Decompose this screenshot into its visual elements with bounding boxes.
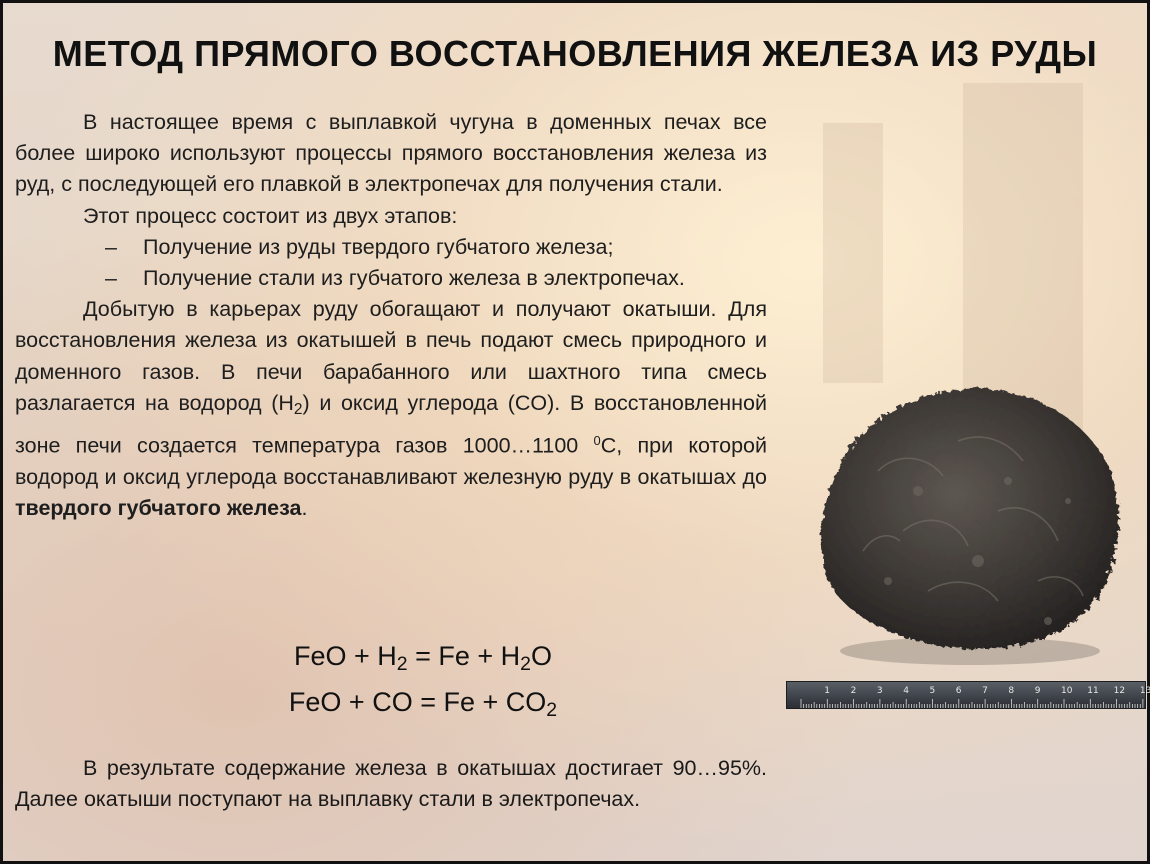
stages-intro: Этот процесс состоит из двух этапов:: [83, 203, 458, 228]
ruler-label: 1: [824, 686, 831, 696]
list-item: – Получение из руды твердого губчатого железа;: [105, 234, 614, 259]
result-paragraph: В результате содержание железа в окатышах достигает 90…95%. Далее окатыши поступают на выплавку стали в электропечах.: [15, 756, 767, 812]
ruler-label: 7: [982, 686, 988, 696]
ruler-label: 5: [929, 686, 936, 696]
formula-1: FeO + $H_2 = Fe + H_2O$: [294, 641, 552, 675]
stages-list: [15, 232, 767, 294]
list-item: – Получение стали из губчатого железа в электропечах.: [105, 266, 685, 291]
formula-2: FeO + CO = $Fe + CO_2$: [288, 686, 558, 721]
ruler-label: 12: [1113, 686, 1126, 696]
ruler-label: 11: [1087, 686, 1099, 696]
ruler-label: 3: [876, 686, 883, 696]
ruler-label: 8: [1008, 686, 1015, 696]
formulas: [203, 637, 643, 729]
highlight-text: твердого губчатого железа: [15, 496, 302, 521]
process-paragraph: Добытую в карьерах руду обогащают и получают окатыши. Для восстановления железа из окатышей в печь подают смесь природного и доменного газов. В печи барабанного или шахтного типа смесь разлагается на водород $(H_2)$ и оксид углерода (CO). В восстановленной зоне печи создается температура газов 1000…1100 $^0$C, при которой водород и оксид углерода восстанавливают железную руду в окатышах до твердого губчатого железа.: [15, 297, 768, 521]
ruler-label: 9: [1034, 686, 1041, 696]
ruler-label: 10: [1061, 686, 1073, 696]
ruler: [786, 681, 1151, 709]
slide-title: МЕТОД ПРЯМОГО ВОССТАНОВЛЕНИЯ ЖЕЛЕЗА ИЗ РУДЫ: [52, 33, 1098, 74]
ruler-label: 4: [903, 686, 909, 696]
ruler-label: 6: [955, 686, 962, 696]
body-text: [15, 107, 767, 524]
sponge-iron-photo: [808, 381, 1126, 671]
intro-paragraph: В настоящее время с выплавкой чугуна в доменных печах все более широко используют процессы прямого восстановления железа из руд, с последующей его плавкой в электропечах для получения стали.: [15, 110, 767, 197]
background-pillar: [823, 123, 883, 383]
ruler-label: 13: [1139, 686, 1151, 696]
ruler-label: 2: [850, 686, 857, 696]
